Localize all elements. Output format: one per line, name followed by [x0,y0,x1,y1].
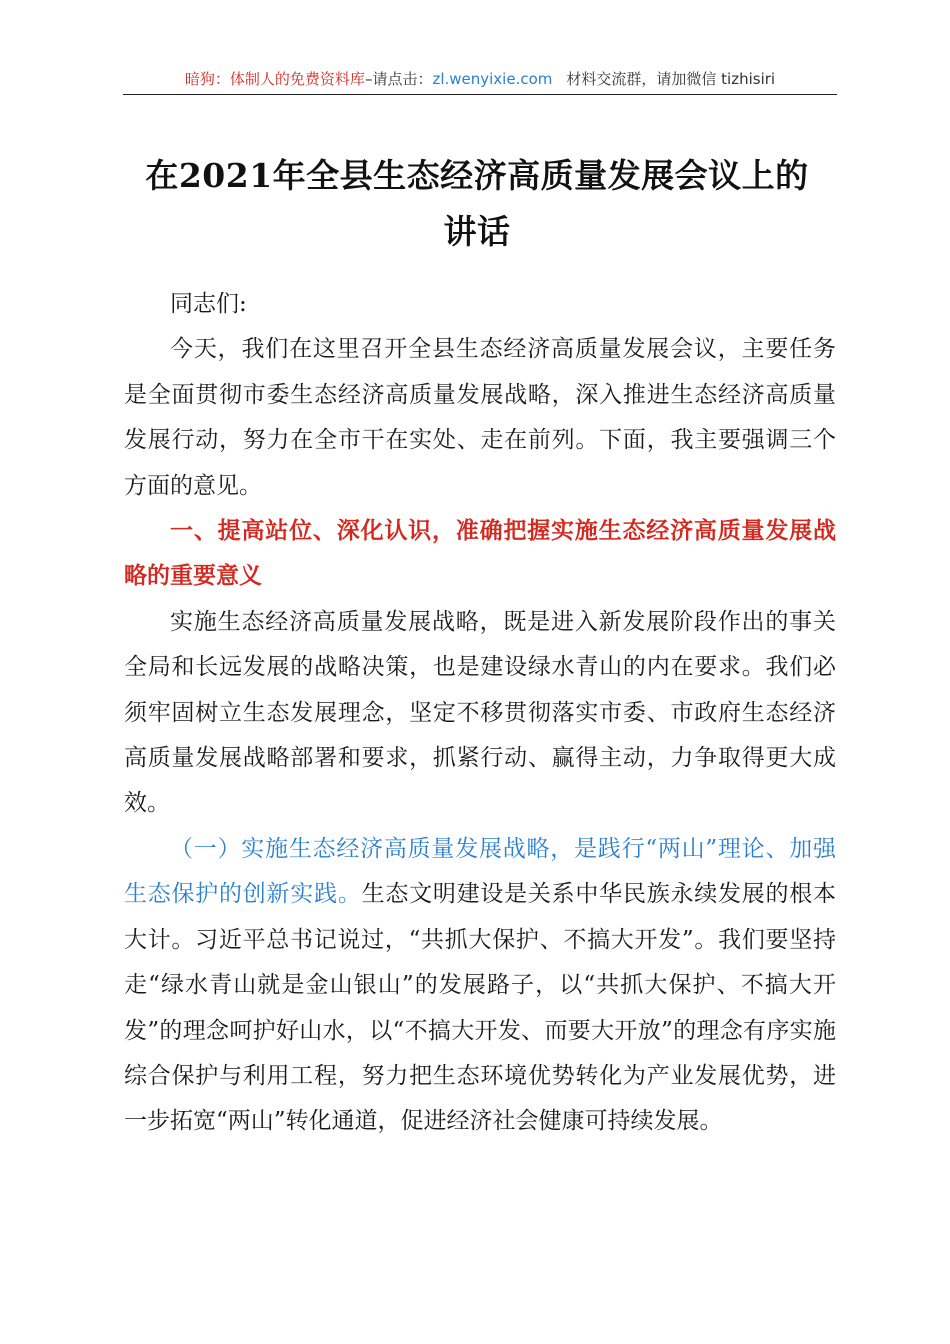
document-title [120,148,834,260]
title-line-2: 讲话 [443,212,511,251]
section-1-heading: 一、提高站位、深化认识，准确把握实施生态经济高质量发展战略的重要意义 [124,518,836,590]
header-brand: 暗狗：体制人的免费资料库 [184,70,365,88]
title-line-1: 在2021年全县生态经济高质量发展会议上的 [145,156,809,195]
subsection-1-paragraph [124,827,836,1145]
header-url-link[interactable]: zl.wenyixie.com [432,70,553,88]
intro-paragraph: 今天，我们在这里召开全县生态经济高质量发展会议，主要任务是全面贯彻市委生态经济高质量发展战略，深入推进生态经济高质量发展行动，努力在全市干在实处、走在前列。下面，我主要强调三个方面的意见。 [124,336,836,499]
header-click-prefix: –请点击： [364,70,433,88]
subsection-1-text: 生态文明建设是关系中华民族永续发展的根本大计。习近平总书记说过，“共抓大保护、不搞大开发”。我们要坚持走“绿水青山就是金山银山”的发展路子，以“共抓大保护、不搞大开发”的理念呵护好山水，以“不搞大开发、而要大开放”的理念有序实施综合保护与利用工程，努力把生态环境优势转化为产业发展优势，进一步拓宽“两山”转化通道，促进经济社会健康可持续发展。 [124,881,837,1135]
salutation: 同志们: [170,291,247,317]
document-body [124,282,836,1145]
page-header [123,68,837,95]
section-1-paragraph: 实施生态经济高质量发展战略，既是进入新发展阶段作出的事关全局和长远发展的战略决策，也是建设绿水青山的内在要求。我们必须牢固树立生态发展理念，坚定不移贯彻落实市委、市政府生态经济高质量发展战略部署和要求，抓紧行动、赢得主动，力争取得更大成效。 [124,608,836,817]
header-group-note: 材料交流群，请加微信 tizhisiri [566,70,776,88]
subsection-1-heading: （一）实施生态经济高质量发展战略，是践行“两山”理论、加强生态保护的创新实践。 [124,835,836,908]
